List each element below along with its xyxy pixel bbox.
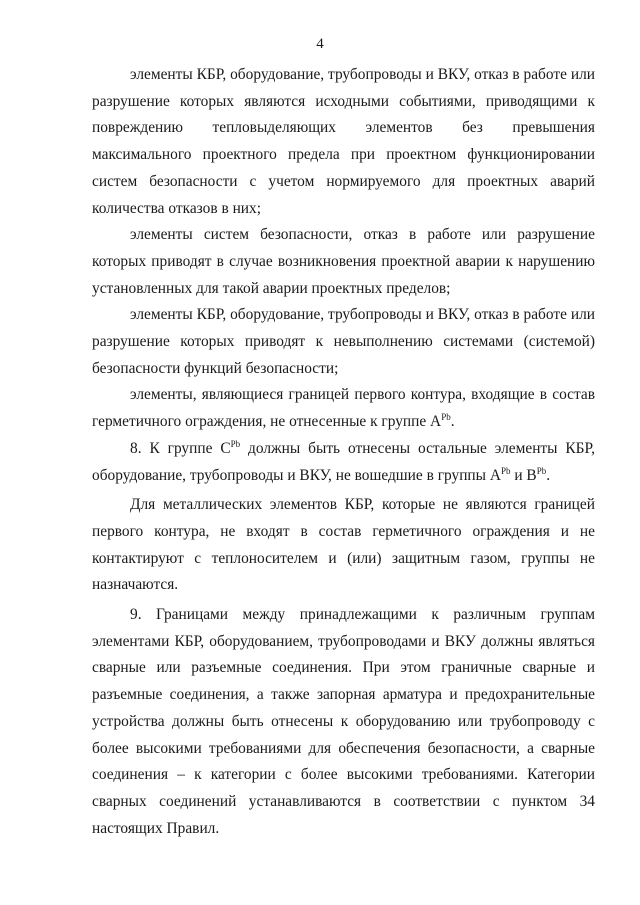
superscript-pb: Pb [536, 465, 547, 476]
paragraph-4-text: элементы, являющиеся границей первого контура, входящие в состав герметичного ограждения, не отнесенные к группе А [92, 386, 595, 431]
document-body [92, 62, 595, 842]
paragraph-5 [92, 436, 595, 489]
superscript-pb: Pb [230, 438, 241, 449]
paragraph-2: элементы систем безопасности, отказ в работе или разрушение которых приводят в случае возникновения проектной аварии к нарушению установленных для такой аварии проектных пределов; [92, 226, 595, 297]
paragraph-7: 9. Границами между принадлежащими к различным группам элементами КБР, оборудованием, трубопроводами и ВКУ должны являться сварные или разъемные соединения. При этом граничные сварные и разъемные соединения, а также запорная арматура и предохранительные устройства должны быть отнесены к оборудованию или трубопроводу с более высокими требованиями для обеспечения безопасности, а сварные соединения – к категории с более высокими требованиями. Категории сварных соединений устанавливаются в соответствии с пунктом 34 настоящих Правил. [92, 606, 595, 837]
paragraph-4-end: . [450, 413, 455, 431]
paragraph-1: элементы КБР, оборудование, трубопроводы и ВКУ, отказ в работе или разрушение которых являются исходными событиями, приводящими к повреждению тепловыделяющих элементов без превышения максимального проектного предела при проектном функционировании систем безопасности с учетом нормируемого для проектных аварий количества отказов в них; [92, 66, 595, 217]
paragraph-5-a: 8. К группе С [130, 439, 231, 457]
superscript-pb: Pb [500, 465, 511, 476]
paragraph-3: элементы КБР, оборудование, трубопроводы и ВКУ, отказ в работе или разрушение которых приводят к невыполнению системами (системой) безопасности функций безопасности; [92, 306, 595, 377]
page-number: 4 [316, 36, 324, 52]
paragraph-4 [92, 382, 595, 435]
paragraph-5-d: . [546, 466, 551, 484]
paragraph-6: Для металлических элементов КБР, которые не являются границей первого контура, не входят в состав герметичного ограждения и не контактируют с теплоносителем и (или) защитным газом, группы не назначаются. [92, 496, 595, 594]
paragraph-5-c: и В [510, 466, 537, 484]
paragraph-5-b: должны быть отнесены остальные элементы КБР, оборудование, трубопроводы и ВКУ, не вошедшие в группы А [92, 439, 595, 484]
superscript-pb: Pb [441, 412, 451, 423]
